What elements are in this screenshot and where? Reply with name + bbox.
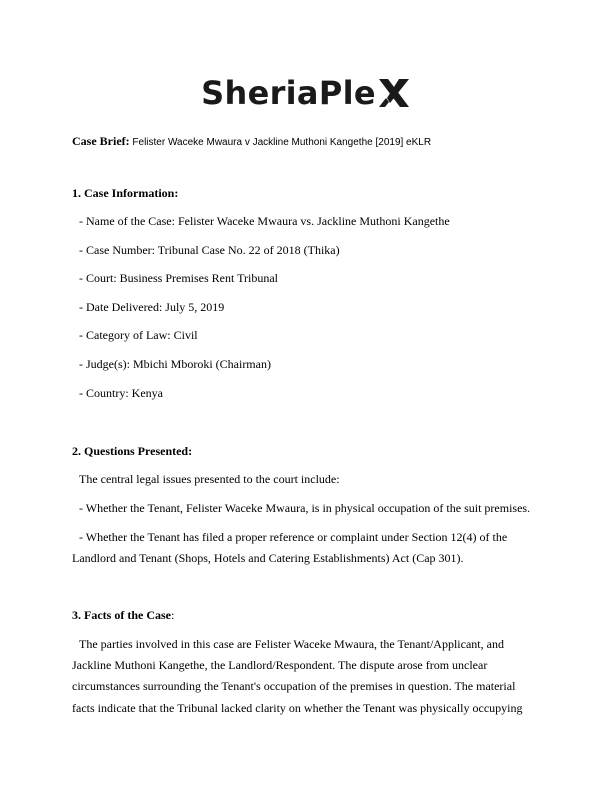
case-brief-label: Case Brief:: [72, 134, 130, 148]
facts-heading-colon: :: [170, 608, 175, 622]
logo-text: SheriaPle: [201, 74, 376, 112]
paragraph-line: circumstances surrounding the Tenant's occupation of the premises in question. The material: [72, 679, 516, 693]
list-item: - Judge(s): Mbichi Mboroki (Chairman): [79, 357, 271, 371]
list-item: - Whether the Tenant has filed a proper reference or complaint under Section 12(4) of the: [79, 530, 508, 544]
paragraph-line: The parties involved in this case are Felister Waceke Mwaura, the Tenant/Applicant, and: [79, 637, 504, 651]
list-item: - Name of the Case: Felister Waceke Mwaura vs. Jackline Muthoni Kangethe: [79, 214, 450, 228]
list-item: - Whether the Tenant, Felister Waceke Mwaura, is in physical occupation of the suit premises.: [79, 501, 531, 515]
paragraph-text: The central legal issues presented to the court include:: [79, 472, 340, 486]
paragraph-line: facts indicate that the Tribunal lacked clarity on whether the Tenant was physically occupying: [72, 701, 523, 715]
section-heading-facts: [72, 608, 174, 623]
case-brief-line: [72, 134, 431, 149]
list-item: - Court: Business Premises Rent Tribunal: [79, 271, 279, 285]
logo: [0, 74, 612, 112]
list-item: - Date Delivered: July 5, 2019: [79, 300, 225, 314]
list-item-continuation: Landlord and Tenant (Shops, Hotels and Catering Establishments) Act (Cap 301).: [72, 551, 464, 565]
list-item: - Category of Law: Civil: [79, 328, 198, 342]
case-brief-title: Felister Waceke Mwaura v Jackline Muthoni Kangethe [2019] eKLR: [132, 137, 432, 148]
paragraph-line: Jackline Muthoni Kangethe, the Landlord/Respondent. The dispute arose from unclear: [72, 658, 488, 672]
section-heading-questions-presented: 2. Questions Presented:: [72, 444, 193, 458]
list-item: - Case Number: Tribunal Case No. 22 of 2018 (Thika): [79, 243, 340, 257]
x-logo-mark-icon: [377, 78, 411, 108]
facts-heading-text: 3. Facts of the Case: [72, 608, 171, 622]
section-heading-case-information: 1. Case Information:: [72, 186, 179, 200]
list-item: - Country: Kenya: [79, 386, 163, 400]
